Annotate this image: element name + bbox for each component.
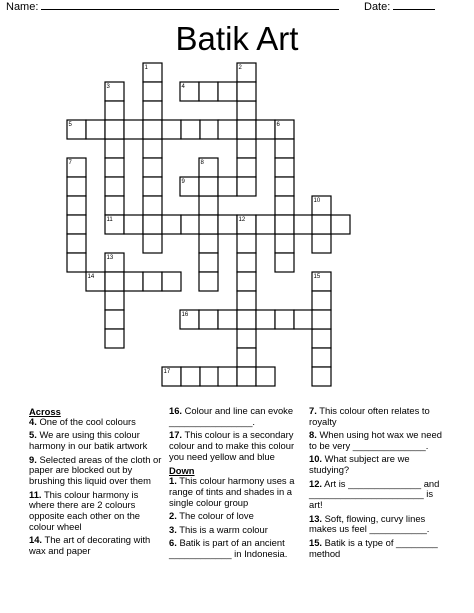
clue-text: Batik is a type of ________ method <box>309 536 438 559</box>
clue-down-8 <box>309 430 443 452</box>
cell[interactable] <box>199 272 218 291</box>
cell-number: 16 <box>181 312 189 318</box>
clue-number: 13. <box>309 512 323 524</box>
clues-column-3 <box>309 406 443 562</box>
cell[interactable] <box>237 291 256 310</box>
cell-number: 4 <box>181 84 185 90</box>
cell[interactable] <box>218 120 237 139</box>
cell[interactable] <box>67 177 86 196</box>
cell[interactable] <box>275 177 294 196</box>
clues-column-2 <box>169 406 304 562</box>
cell[interactable] <box>200 367 219 386</box>
cell[interactable] <box>143 196 162 215</box>
cell-number: 11 <box>106 217 113 223</box>
cell[interactable] <box>294 215 313 234</box>
clue-number: 6. <box>169 536 177 548</box>
cell[interactable] <box>105 177 124 196</box>
clue-down-13 <box>309 514 443 536</box>
clue-number: 15. <box>309 536 323 548</box>
clue-text: Batik is part of an ancient ____________ in Indonesia. <box>169 536 288 559</box>
name-label: Name: <box>6 1 39 13</box>
clue-text: Soft, flowing, curvy lines makes us feel ___________. <box>309 512 430 535</box>
clue-text: This colour harmony uses a range of tints and shades in a single colour group <box>169 475 295 508</box>
cell[interactable] <box>199 215 218 234</box>
cell[interactable] <box>105 329 124 348</box>
clue-down-7 <box>309 406 443 428</box>
clue-text: This colour harmony is where there are 2 colours opposite each other on the colour wheel <box>29 488 141 532</box>
cell[interactable] <box>105 310 124 329</box>
clue-number: 4. <box>29 416 37 427</box>
cell[interactable] <box>105 101 124 120</box>
cell[interactable] <box>105 139 124 158</box>
cell[interactable] <box>218 367 237 386</box>
cell[interactable] <box>237 234 256 253</box>
across-heading: Across <box>29 406 61 417</box>
date-label: Date: <box>364 1 391 13</box>
clue-text: When using hot wax we need to be very ______________. <box>309 429 442 451</box>
cell[interactable] <box>181 120 200 139</box>
clue-number: 12. <box>309 477 323 489</box>
cell[interactable] <box>312 215 331 234</box>
clue-across-17 <box>169 430 304 462</box>
cell-number: 8 <box>200 160 204 166</box>
clue-number: 14. <box>29 534 43 546</box>
clue-text: This colour is a secondary colour and to make this colour you need yellow and blue <box>169 429 295 462</box>
clue-text: This colour often relates to royalty <box>309 405 430 427</box>
cell[interactable] <box>312 367 331 386</box>
clue-text: Art is ______________ and ______________________ is art! <box>309 477 440 511</box>
cell[interactable] <box>143 101 162 120</box>
cell-number: 13 <box>106 255 114 261</box>
cell[interactable] <box>312 348 331 367</box>
cell-number: 14 <box>87 274 95 280</box>
cell[interactable] <box>237 158 256 177</box>
cell[interactable] <box>162 272 181 291</box>
cell[interactable] <box>105 120 124 139</box>
cell[interactable] <box>124 120 143 139</box>
cell[interactable] <box>143 234 162 253</box>
cell[interactable] <box>312 291 331 310</box>
clue-number: 9. <box>29 453 37 465</box>
cell[interactable] <box>199 253 218 272</box>
cell-number: 9 <box>181 179 185 185</box>
cell-number: 17 <box>163 369 171 375</box>
cell[interactable] <box>143 177 162 196</box>
cell[interactable] <box>275 234 294 253</box>
cell[interactable] <box>312 329 331 348</box>
cell[interactable] <box>199 177 218 196</box>
cell[interactable] <box>162 120 181 139</box>
cell[interactable] <box>256 310 275 329</box>
clue-down-1 <box>169 476 304 508</box>
cell[interactable] <box>237 329 256 348</box>
clue-number: 2. <box>169 510 177 522</box>
clue-down-15 <box>309 538 443 560</box>
cell[interactable] <box>237 82 256 101</box>
cell[interactable] <box>181 215 200 234</box>
cell-number: 10 <box>313 198 321 204</box>
cell[interactable] <box>218 310 237 329</box>
cell[interactable] <box>143 82 162 101</box>
cell[interactable] <box>199 196 218 215</box>
clue-down-2 <box>169 511 304 522</box>
cell[interactable] <box>331 215 350 234</box>
cell[interactable] <box>105 291 124 310</box>
cell[interactable] <box>199 310 218 329</box>
clue-number: 5. <box>29 429 37 441</box>
cell[interactable] <box>143 139 162 158</box>
cell-number: 6 <box>276 122 280 128</box>
clue-across-16 <box>169 406 304 428</box>
clue-number: 17. <box>169 429 183 441</box>
cell[interactable] <box>256 120 275 139</box>
cell[interactable] <box>67 234 86 253</box>
cell[interactable] <box>275 215 294 234</box>
clues-column-1 <box>29 406 162 560</box>
cell-number: 12 <box>238 217 246 223</box>
cell[interactable] <box>237 272 256 291</box>
cell[interactable] <box>275 253 294 272</box>
cell[interactable] <box>162 215 181 234</box>
cell[interactable] <box>312 234 331 253</box>
clue-down-12 <box>309 479 443 511</box>
cell-number: 15 <box>313 274 321 280</box>
cell[interactable] <box>237 367 256 386</box>
clue-text: Selected areas of the cloth or paper are blocked out by brushing this liquid over them <box>29 453 162 487</box>
clue-number: 10. <box>309 453 323 465</box>
cell[interactable] <box>143 120 162 139</box>
clue-text: What subject are we studying? <box>309 453 410 476</box>
clue-number: 7. <box>309 405 317 416</box>
cell[interactable] <box>275 310 294 329</box>
cell[interactable] <box>312 310 331 329</box>
cell[interactable] <box>67 196 86 215</box>
clue-number: 1. <box>169 475 177 487</box>
cell[interactable] <box>237 177 256 196</box>
clue-across-9 <box>29 455 162 487</box>
cell[interactable] <box>124 272 143 291</box>
cell[interactable] <box>124 215 143 234</box>
cell[interactable] <box>275 139 294 158</box>
clue-across-4 <box>29 417 162 428</box>
down-heading: Down <box>169 465 195 477</box>
clue-across-14 <box>29 535 162 557</box>
cell[interactable] <box>200 120 219 139</box>
grid-cells <box>67 63 350 386</box>
cell-number: 5 <box>68 122 72 128</box>
cell-number: 3 <box>106 84 110 90</box>
cell[interactable] <box>237 310 256 329</box>
clue-down-10 <box>309 454 443 476</box>
cell[interactable] <box>181 367 200 386</box>
cell[interactable] <box>67 215 86 234</box>
cell[interactable] <box>105 272 124 291</box>
clue-text: We are using this colour harmony in our batik artwork <box>29 429 148 452</box>
cell[interactable] <box>237 348 256 367</box>
cell-number: 2 <box>238 65 242 71</box>
cell-number: 1 <box>144 65 148 71</box>
cell[interactable] <box>199 82 218 101</box>
cell[interactable] <box>199 234 218 253</box>
clue-number: 11. <box>29 488 42 500</box>
cell-number: 7 <box>68 160 72 166</box>
clue-number: 16. <box>169 405 183 416</box>
cell[interactable] <box>237 139 256 158</box>
clue-text: One of the cool colours <box>39 416 136 427</box>
page-title: Batik Art <box>175 20 299 57</box>
cell[interactable] <box>218 215 237 234</box>
cell[interactable] <box>275 196 294 215</box>
clue-text: Colour and line can evoke ________________. <box>169 405 294 427</box>
clue-across-11 <box>29 490 162 533</box>
cell[interactable] <box>237 101 256 120</box>
cell[interactable] <box>294 310 313 329</box>
cell[interactable] <box>275 158 294 177</box>
cell[interactable] <box>67 253 86 272</box>
cell[interactable] <box>218 82 237 101</box>
cell[interactable] <box>218 177 237 196</box>
cell[interactable] <box>105 196 124 215</box>
clue-text: The colour of love <box>179 510 254 522</box>
cell[interactable] <box>256 215 275 234</box>
cell[interactable] <box>256 367 275 386</box>
cell[interactable] <box>86 120 105 139</box>
cell[interactable] <box>143 215 162 234</box>
clue-number: 8. <box>309 429 317 441</box>
clue-text: The art of decorating with wax and paper <box>29 534 151 557</box>
clue-across-5 <box>29 430 162 452</box>
clue-number: 3. <box>169 523 177 535</box>
cell[interactable] <box>237 253 256 272</box>
cell[interactable] <box>105 158 124 177</box>
clue-down-6 <box>169 538 304 560</box>
clue-down-3 <box>169 525 304 536</box>
cell[interactable] <box>143 158 162 177</box>
cell[interactable] <box>143 272 162 291</box>
clue-text: This is a warm colour <box>179 523 268 535</box>
cell[interactable] <box>237 120 256 139</box>
